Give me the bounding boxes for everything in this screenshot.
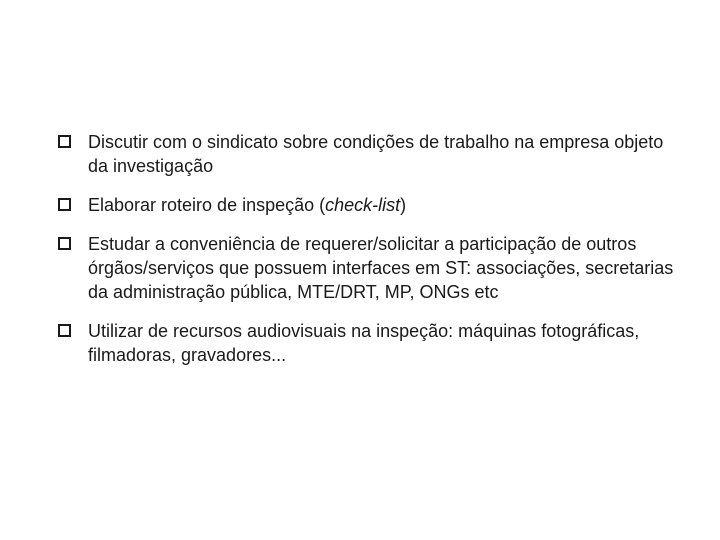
list-item-text xyxy=(88,195,406,215)
list-item-text: Discutir com o sindicato sobre condições de trabalho na empresa objeto da investigação xyxy=(88,132,664,176)
bullet-list xyxy=(56,130,676,367)
list-item-text-italic: check-list xyxy=(325,195,401,215)
checkbox-icon xyxy=(58,135,71,148)
list-item-text: Utilizar de recursos audiovisuais na inspeção: máquinas fotográficas, filmadoras, gravadores... xyxy=(88,321,640,365)
list-item xyxy=(56,130,676,178)
list-item xyxy=(56,319,676,367)
list-item-text: Estudar a conveniência de requerer/solicitar a participação de outros órgãos/serviços que possuem interfaces em ST: associações, secretarias da administração pública, MTE/DRT, MP, ONGs etc xyxy=(88,234,674,302)
list-item-text-end: ) xyxy=(400,195,407,215)
checkbox-icon xyxy=(58,198,71,211)
checkbox-icon xyxy=(58,237,71,250)
checkbox-icon xyxy=(58,324,71,337)
list-item xyxy=(56,232,676,304)
list-item-text-start: Elaborar roteiro de inspeção ( xyxy=(88,195,326,215)
list-item xyxy=(56,193,676,217)
